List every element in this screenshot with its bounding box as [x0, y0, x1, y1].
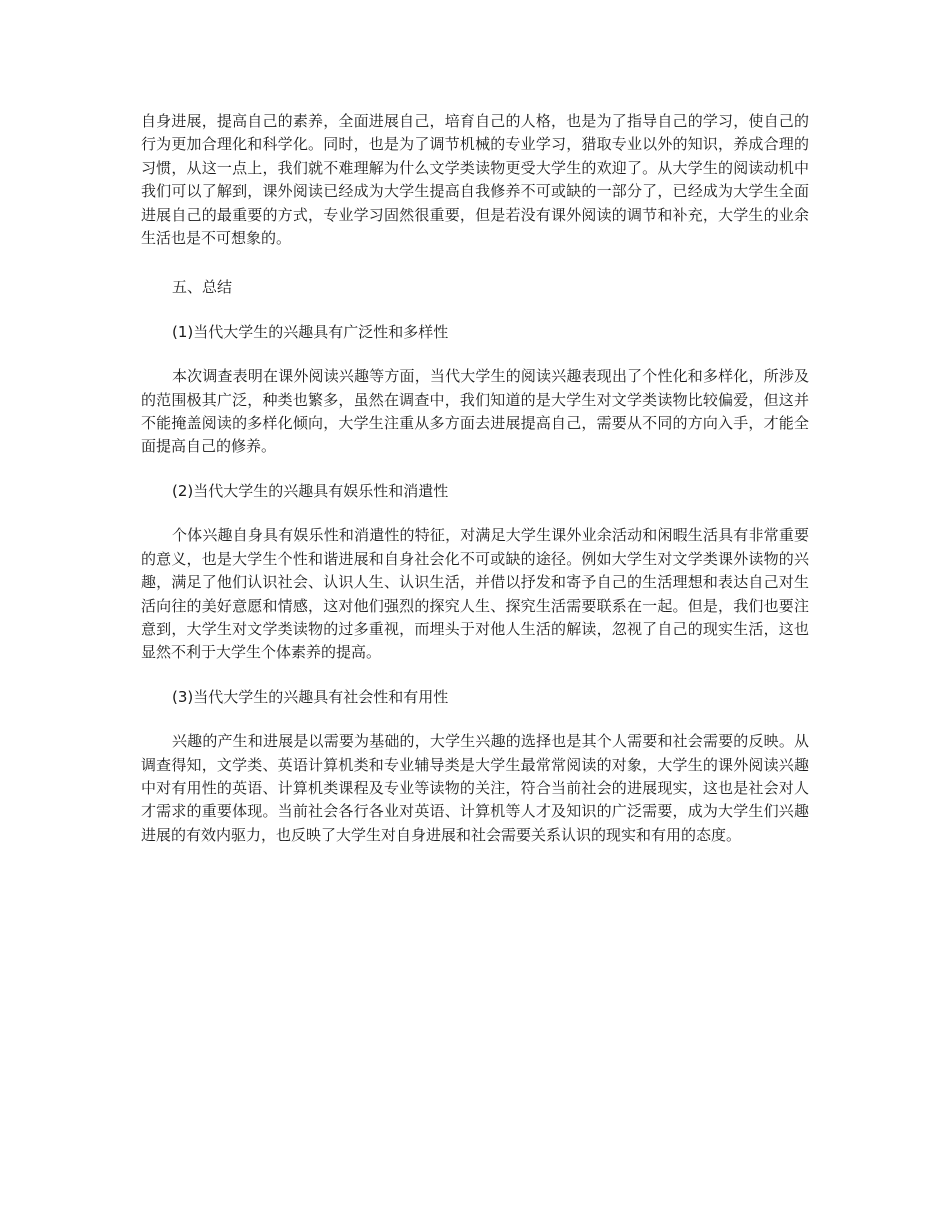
subsection-title-3: (3)当代大学生的兴趣具有社会性和有用性: [172, 687, 449, 706]
intro-paragraph: 自身进展，提高自己的素养，全面进展自己，培育自己的人格，也是为了指导自己的学习，使自己的行为更加合理化和科学化。同时，也是为了调节机械的专业学习，猎取专业以外的知识，养成合理的习惯，从这一点上，我们就不难理解为什么文学类读物更受大学生的欢迎了。从大学生的阅读动机中我们可以了解到，课外阅读已经成为大学生提高自我修养不可或缺的一部分了，已经成为大学生全面进展自己的最重要的方式，专业学习固然很重要，但是若没有课外阅读的调节和补充，大学生的业余生活也是不可想象的。: [141, 112, 809, 248]
subsection-title-2: (2)当代大学生的兴趣具有娱乐性和消遣性: [172, 481, 449, 500]
subsection-title-1: (1)当代大学生的兴趣具有广泛性和多样性: [172, 322, 449, 341]
subsection-body-3: 兴趣的产生和进展是以需要为基础的，大学生兴趣的选择也是其个人需要和社会需要的反映。从调查得知，文学类、英语计算机类和专业辅导类是大学生最常常阅读的对象，大学生的课外阅读兴趣中对有用性的英语、计算机类课程及专业等读物的关注，符合当前社会的进展现实，这也是社会对人才需求的重要体现。当前社会各行各业对英语、计算机等人才及知识的广泛需要，成为大学生们兴趣进展的有效内驱力，也反映了大学生对自身进展和社会需要关系认识的现实和有用的态度。: [141, 732, 809, 844]
subsection-body-1: 本次调查表明在课外阅读兴趣等方面，当代大学生的阅读兴趣表现出了个性化和多样化，所涉及的范围极其广泛，种类也繁多，虽然在调查中，我们知道的是大学生对文学类读物比较偏爱，但这并不能掩盖阅读的多样化倾向，大学生注重从多方面去进展提高自己，需要从不同的方向入手，才能全面提高自己的修养。: [141, 367, 809, 456]
document-page: [141, 110, 809, 868]
subsection-body-2: 个体兴趣自身具有娱乐性和消遣性的特征，对满足大学生课外业余活动和闲暇生活具有非常重要的意义，也是大学生个性和谐进展和自身社会化不可或缺的途径。例如大学生对文学类课外读物的兴趣，满足了他们认识社会、认识人生、认识生活，并借以抒发和寄予自己的生活理想和表达自己对生活向往的美好意愿和情感，这对他们强烈的探究人生、探究生活需要联系在一起。但是，我们也要注意到，大学生对文学类读物的过多重视，而埋头于对他人生活的解读，忽视了自己的现实生活，这也显然不利于大学生个体素养的提高。: [141, 526, 809, 662]
section-title: 五、总结: [172, 278, 233, 297]
